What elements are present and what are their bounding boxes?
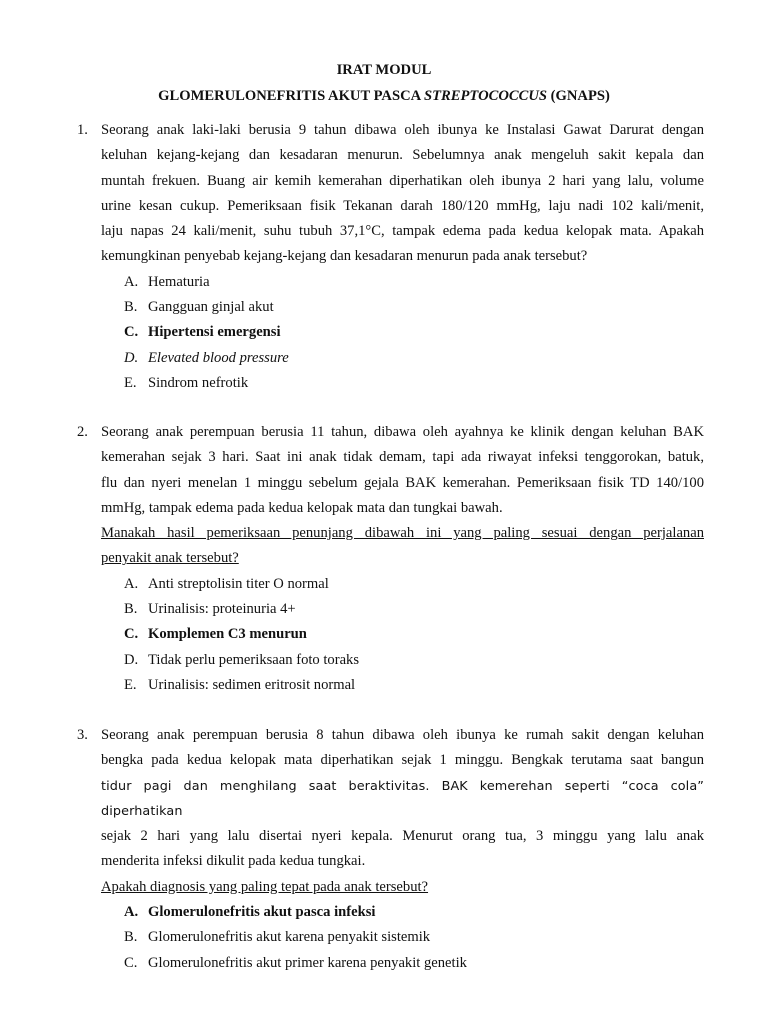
question-stem: [101, 420, 704, 572]
document-title: IRAT MODUL: [336, 62, 432, 78]
option-b: B. Gangguan ginjal akut: [124, 299, 274, 316]
option-c-answer: C. Komplemen C3 menurun: [124, 626, 307, 643]
option-c: C. Glomerulonefritis akut primer karena penyakit genetik: [124, 954, 467, 971]
question-stem: [101, 118, 704, 270]
question-number: 2.: [77, 424, 88, 440]
stem-line: kemungkinan penyebab kejang-kejang dan kesadaran menurun pada anak tersebut?: [101, 248, 588, 265]
stem-line: keluhan kejang-kejang dan kesadaran menurun. Sebelumnya anak mengeluh sakit kepala dan: [101, 147, 704, 164]
stem-line: muntah frekuen. Buang air kemih kemerahan diperhatikan oleh ibunya 2 hari yang lalu, volume: [101, 172, 704, 189]
question-1: [77, 118, 704, 411]
subtitle-italic: STREPTOCOCCUS: [424, 88, 547, 104]
question-number: 1.: [77, 122, 88, 138]
option-list: [124, 900, 704, 976]
option-b: B. Urinalisis: proteinuria 4+: [124, 601, 296, 618]
option-a-answer: A. Glomerulonefritis akut pasca infeksi: [124, 904, 376, 921]
question-number: 3.: [77, 727, 88, 743]
stem-line: mmHg, tampak edema pada kedua kelopak mata dan tungkai bawah.: [101, 499, 503, 516]
stem-line: menderita infeksi dikulit pada kedua tungkai.: [101, 853, 366, 870]
option-e: E. Sindrom nefrotik: [124, 374, 249, 391]
question-prompt: Manakah hasil pemeriksaan penunjang dibawah ini yang paling sesuai dengan perjalanan: [101, 525, 704, 542]
option-d: D. Tidak perlu pemeriksaan foto toraks: [124, 651, 360, 668]
stem-line: Seorang anak laki-laki berusia 9 tahun dibawa oleh ibunya ke Instalasi Gawat Darurat dengan: [101, 122, 704, 138]
option-a: A. Anti streptolisin titer O normal: [124, 575, 329, 592]
question-3: [77, 723, 704, 991]
document-subtitle: [0, 87, 768, 105]
question-prompt: Apakah diagnosis yang paling tepat pada anak tersebut?: [101, 878, 429, 895]
option-list: [124, 270, 704, 396]
stem-line: laju napas 24 kali/menit, suhu tubuh 37,1°C, tampak edema pada kedua kelopak mata. Apakah: [101, 223, 704, 240]
stem-line: flu dan nyeri menelan 1 minggu sebelum gejala BAK kemerahan. Pemeriksaan fisik TD 140/100: [101, 474, 704, 491]
stem-line: sejak 2 hari yang lalu disertai nyeri kepala. Menurut orang tua, 3 minggu yang lalu anak: [101, 828, 704, 845]
option-a: A. Hematuria: [124, 273, 210, 290]
subtitle-pre: GLOMERULONEFRITIS AKUT PASCA: [158, 88, 424, 104]
question-prompt: penyakit anak tersebut?: [101, 550, 239, 567]
question-stem: [101, 723, 704, 900]
option-d: D. Elevated blood pressure: [124, 349, 289, 366]
stem-line: urine kesan cukup. Pemeriksaan fisik Tekanan darah 180/120 mmHg, laju nadi 102 kali/menit,: [101, 197, 704, 214]
option-list: [124, 572, 704, 698]
subtitle-post: (GNAPS): [547, 88, 610, 104]
question-2: [77, 420, 704, 713]
option-b: B. Glomerulonefritis akut karena penyakit sistemik: [124, 929, 431, 946]
stem-line-sans: tidur pagi dan menghilang saat beraktivitas. BAK kemerehan seperti “coca cola” diperhatikan: [101, 778, 704, 819]
stem-line: bengka pada kedua kelopak mata diperhatikan sejak 1 minggu. Bengkak terutama saat bangun: [101, 752, 704, 769]
stem-line: Seorang anak perempuan berusia 11 tahun, dibawa oleh ayahnya ke klinik dengan keluhan BAK: [101, 424, 704, 440]
stem-line: Seorang anak perempuan berusia 8 tahun dibawa oleh ibunya ke rumah sakit dengan keluhan: [101, 727, 704, 743]
stem-line: kemerahan sejak 3 hari. Saat ini anak tidak demam, tapi ada riwayat infeksi tenggorokan, batuk,: [101, 449, 704, 466]
option-e: E. Urinalisis: sedimen eritrosit normal: [124, 676, 356, 693]
option-c-answer: C. Hipertensi emergensi: [124, 324, 281, 341]
